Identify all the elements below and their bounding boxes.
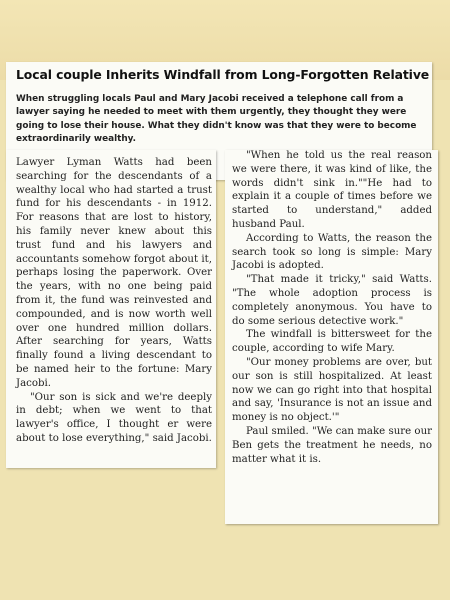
right-paragraph-4: The windfall is bittersweet for the couple, according to wife Mary. xyxy=(232,329,432,355)
left-paragraph-1: Lawyer Lyman Watts had been searching for the descendants of a wealthy local who had started a trust fund for his descendants - in 1912. For reasons that are lost to history, his family never knew about this trust fund and his lawyers and accountants somehow forgot about it, perhaps losing the paperwork. Over the years, with no one being paid from it, the fund was reinvested and compounded, and is now worth well over one hundred million dollars. After searching for years, Watts finally found a living descendant to be named heir to the fortune: Mary Jacobi. xyxy=(16,157,212,389)
right-paragraph-1: "When he told us the real reason we were there, it was kind of like, the words didn't sink in.""He had to explain it a couple of times before we started to understand," added husband Paul. xyxy=(232,150,432,230)
right-column xyxy=(232,149,432,466)
right-paragraph-5: "Our money problems are over, but our son is still hospitalized. At least now we can go right into that hospital and say, 'Insurance is not an issue and money is no object.'" xyxy=(232,356,432,424)
left-paragraph-2: "Our son is sick and we're deeply in debt; when we went to that lawyer's office, I thought er were about to lose everything," said Jacobi. xyxy=(16,391,212,444)
article-headline: Local couple Inherits Windfall from Long-Forgotten Relative xyxy=(16,67,430,82)
right-paragraph-6: Paul smiled. "We can make sure our Ben gets the treatment he needs, no matter what it is. xyxy=(232,425,432,465)
article-deck: When struggling locals Paul and Mary Jacobi received a telephone call from a lawyer saying he needed to meet with them urgently, they thought they were going to lose their house. What they didn't know was that they were to become extraordinarily wealthy. xyxy=(16,94,417,145)
right-paragraph-2: According to Watts, the reason the search took so long is simple: Mary Jacobi is adopted. xyxy=(232,232,432,272)
right-paragraph-3: "That made it tricky," said Watts. "The whole adoption process is completely anonymous. You have to do some serious detective work." xyxy=(232,274,432,327)
left-column xyxy=(16,156,212,446)
